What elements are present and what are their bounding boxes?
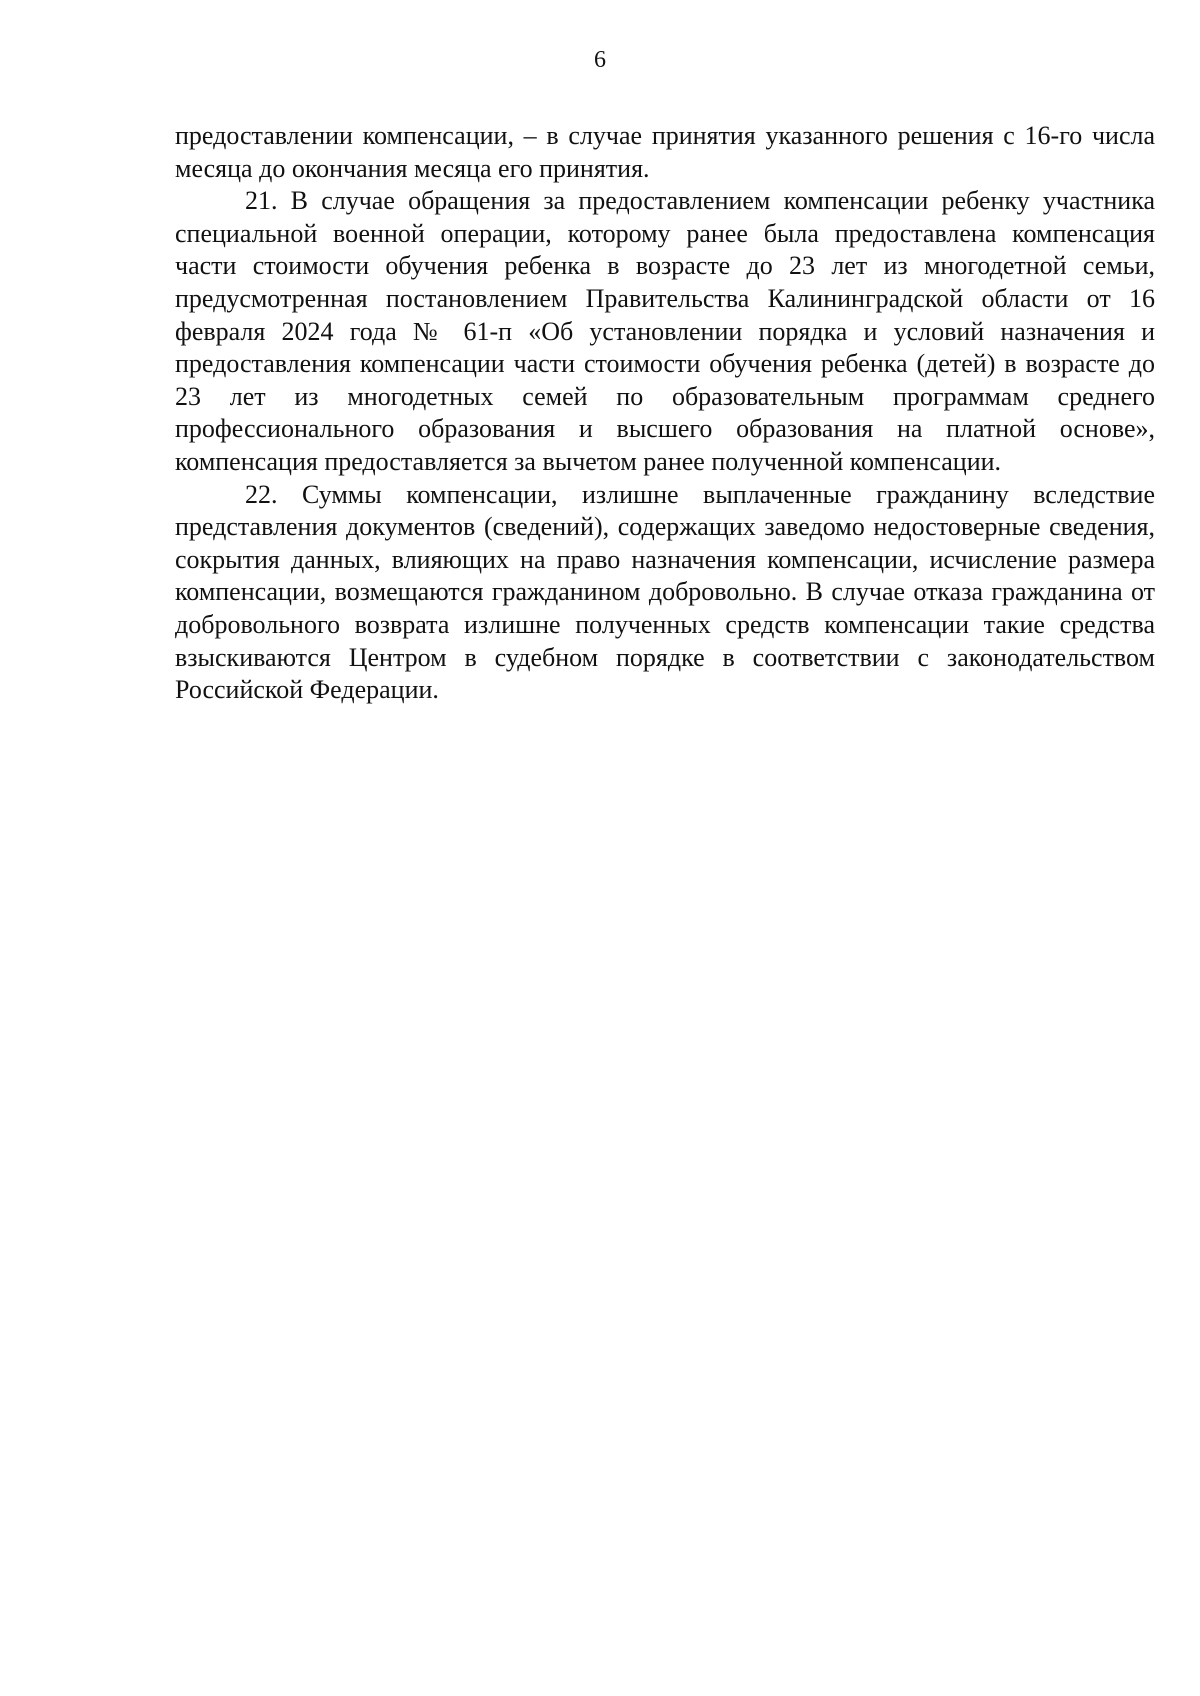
document-body [175, 120, 1155, 707]
paragraph-continuation: предоставлении компенсации, – в случае принятия указанного решения с 16-го числа месяца до окончания месяца его принятия. [175, 121, 1155, 183]
page-number: 6 [594, 47, 606, 73]
paragraph-22: 22. Суммы компенсации, излишне выплаченные гражданину вследствие представления документов (сведений), содержащих заведомо недостоверные сведения, сокрытия данных, влияющих на право назначения компенсации, исчисление размера компенсации, возмещаются гражданином добровольно. В случае отказа гражданина от добровольного возврата излишне полученных средств компенсации такие средства взыскиваются Центром в судебном порядке в соответствии с законодательством Российской Федерации. [175, 479, 1155, 705]
paragraph-21: 21. В случае обращения за предоставлением компенсации ребенку участника специальной военной операции, которому ранее была предоставлена компенсация части стоимости обучения ребенка в возрасте до 23 лет из многодетной семьи, предусмотренная постановлением Правительства Калининградской области от 16 февраля 2024 года № 61-п «Об установлении порядка и условий назначения и предоставления компенсации части стоимости обучения ребенка (детей) в возрасте до 23 лет из многодетных семей по образовательным программам среднего профессионального образования и высшего образования на платной основе», компенсация предоставляется за вычетом ранее полученной компенсации. [175, 186, 1155, 476]
